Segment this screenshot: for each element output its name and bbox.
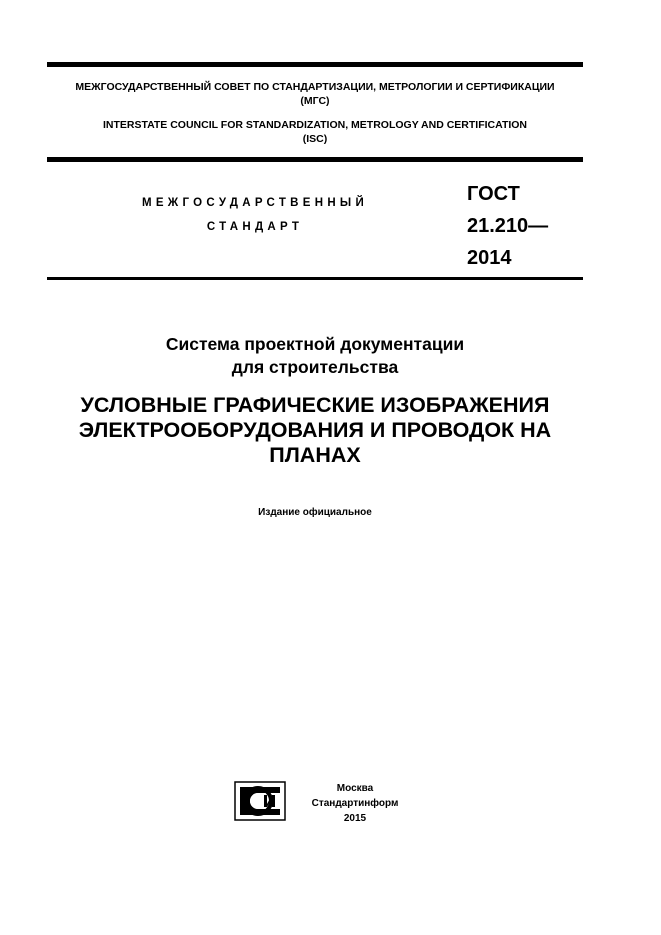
council-en-abbr: (ISC): [302, 133, 328, 145]
document-title: [47, 393, 583, 468]
standard-label-line2: СТАНДАРТ: [206, 221, 304, 233]
document-title-line2: ЭЛЕКТРООБОРУДОВАНИЯ И ПРОВОДОК НА: [78, 418, 552, 442]
top-rule: [47, 62, 583, 67]
imprint: [300, 781, 410, 826]
imprint-publisher: Стандартинформ: [311, 798, 399, 809]
council-en: [47, 118, 583, 146]
edition-note: Издание официальное: [258, 507, 372, 518]
standartinform-logo-icon: [234, 781, 286, 821]
council-ru: [47, 80, 583, 108]
system-title-line1: Система проектной документации: [165, 334, 465, 354]
imprint-year: 2015: [343, 813, 367, 824]
gost-year: 2014: [467, 247, 512, 269]
council-ru-name: МЕЖГОСУДАРСТВЕННЫЙ СОВЕТ ПО СТАНДАРТИЗАЦИИ, МЕТРОЛОГИИ И СЕРТИФИКАЦИИ: [75, 81, 555, 93]
bottom-rule: [47, 277, 583, 280]
standard-label-line1: МЕЖГОСУДАРСТВЕННЫЙ: [141, 197, 369, 209]
gost-designation: [467, 178, 548, 274]
system-title-line2: для строительства: [231, 357, 399, 377]
council-ru-abbr: (МГС): [300, 95, 330, 107]
imprint-city: Москва: [336, 783, 374, 794]
middle-rule: [47, 157, 583, 162]
gost-prefix: ГОСТ: [467, 183, 520, 205]
council-en-name: INTERSTATE COUNCIL FOR STANDARDIZATION, METROLOGY AND CERTIFICATION: [102, 119, 528, 131]
gost-number: 21.210—: [467, 215, 549, 237]
document-title-line3: ПЛАНАХ: [269, 443, 361, 467]
system-title: [47, 333, 583, 379]
document-title-line1: УСЛОВНЫЕ ГРАФИЧЕСКИЕ ИЗОБРАЖЕНИЯ: [80, 393, 550, 417]
